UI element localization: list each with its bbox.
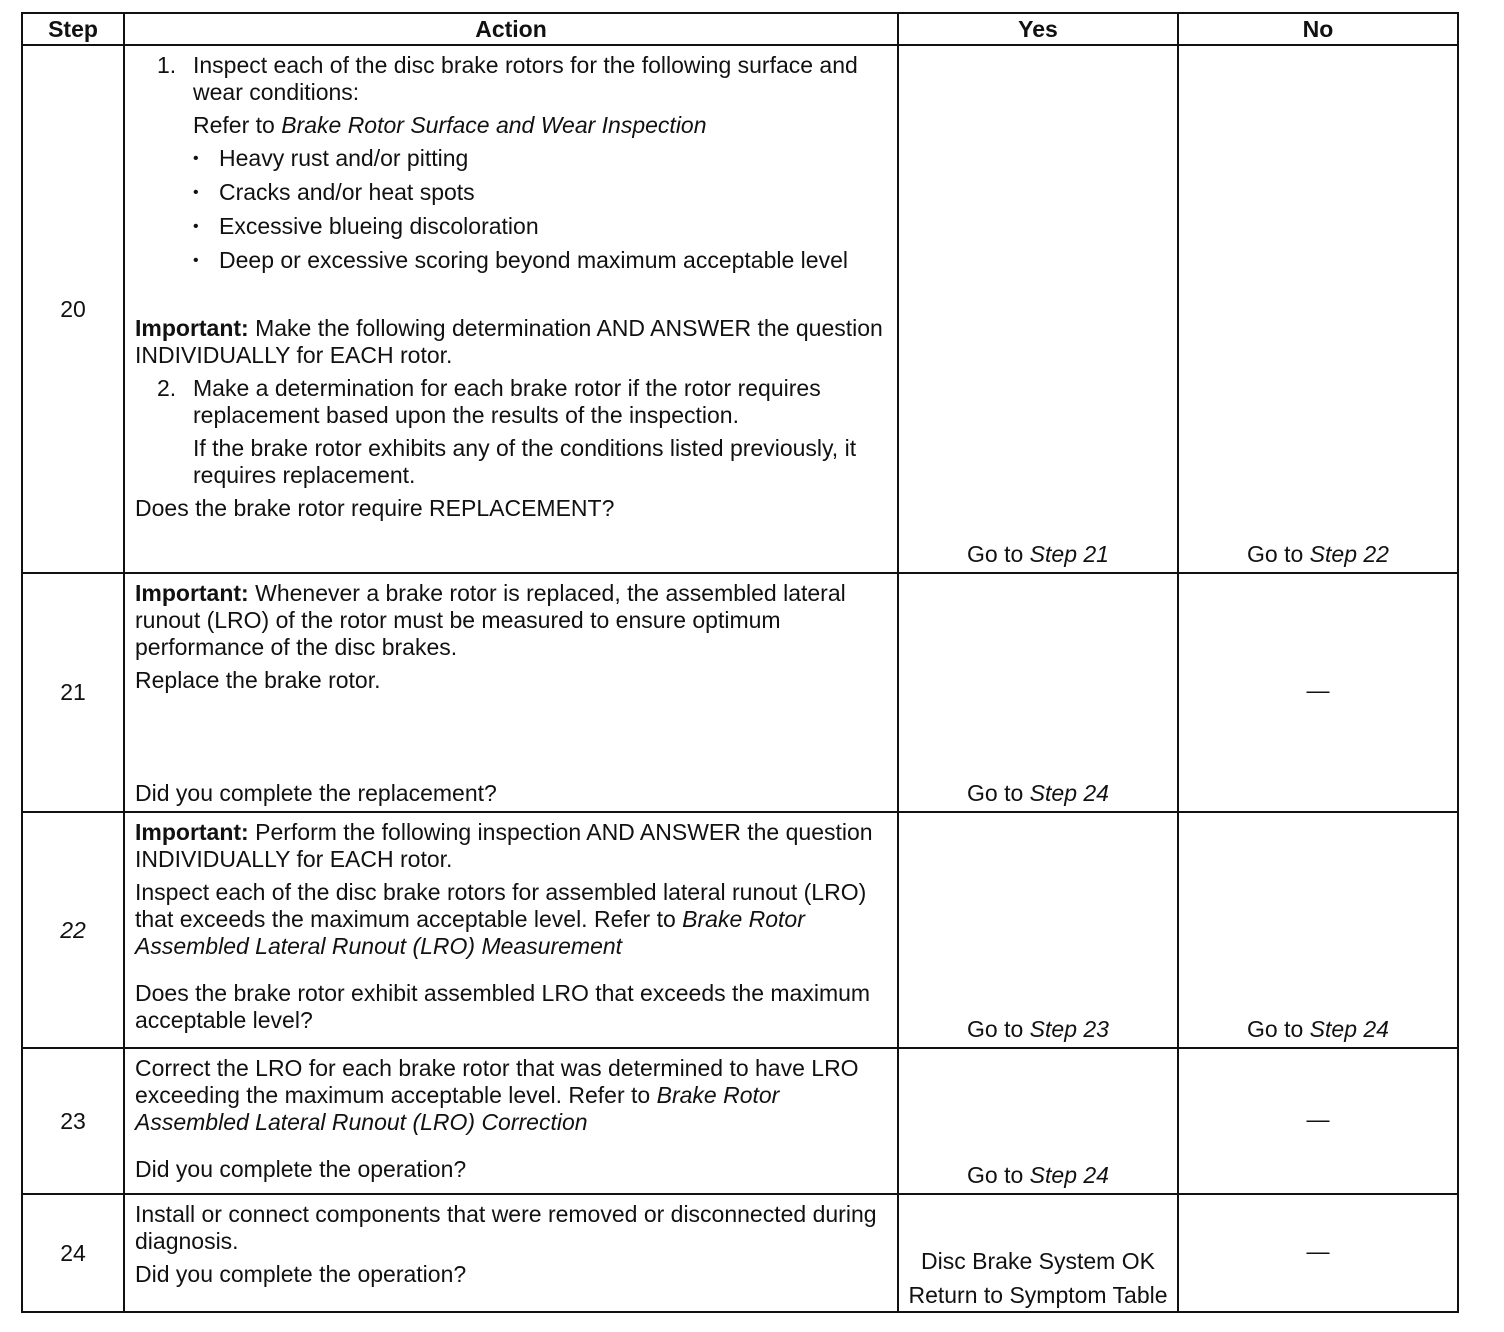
yes-step-link[interactable]: Step 24	[1029, 780, 1109, 806]
important-note	[135, 819, 889, 873]
question: Does the brake rotor exhibit assembled LRO that exceeds the maximum acceptable level?	[135, 980, 871, 1033]
system-ok-result: Disc Brake System OK	[921, 1248, 1155, 1274]
yes-cell[interactable]: Go to Step 23	[898, 812, 1178, 1048]
instruction: Replace the brake rotor.	[135, 667, 381, 693]
important-text: Perform the following inspection AND ANSWER the question INDIVIDUALLY for EACH rotor.	[135, 819, 873, 872]
no-cell: —	[1178, 1048, 1458, 1194]
yes-cell[interactable]: Go to Step 24	[898, 1048, 1178, 1194]
important-text: Whenever a brake rotor is replaced, the assembled lateral runout (LRO) of the rotor must be measured to ensure optimum performance of the disc brakes.	[135, 580, 846, 660]
no-step-link[interactable]: Step 24	[1309, 1016, 1389, 1042]
yes-cell[interactable]: Go to Step 24	[898, 573, 1178, 812]
action-cell	[124, 1194, 898, 1312]
list-item: • Heavy rust and/or pitting	[193, 145, 469, 171]
table-row-step-24	[22, 1194, 1458, 1312]
condition-list	[135, 145, 889, 274]
action-cell	[124, 812, 898, 1048]
no-step-link[interactable]: Step 22	[1309, 541, 1389, 567]
refer-link[interactable]: Brake Rotor Surface and Wear Inspection	[281, 112, 707, 138]
instruction: Install or connect components that were removed or disconnected during diagnosis.	[135, 1201, 877, 1254]
yes-step-link[interactable]: Step 24	[1029, 1162, 1109, 1188]
yes-cell[interactable]: Go to Step 21	[898, 45, 1178, 573]
numbered-item	[135, 375, 889, 429]
step-number: 22	[22, 812, 124, 1048]
header-step: Step	[22, 13, 124, 45]
important-label: Important:	[135, 315, 249, 341]
list-item: • Deep or excessive scoring beyond maximum acceptable level	[193, 247, 848, 273]
header-row	[22, 13, 1458, 45]
no-cell: —	[1178, 1194, 1458, 1312]
question: Did you complete the operation?	[135, 1156, 467, 1182]
important-note	[135, 315, 889, 369]
important-label: Important:	[135, 580, 249, 606]
instruction: Correct the LRO for each brake rotor that was determined to have LRO exceeding the maximum acceptable level. Refer to Brake Rotor Assembled Lateral Runout (LRO) Correction	[135, 1055, 859, 1135]
no-cell[interactable]: Go to Step 22	[1178, 45, 1458, 573]
numbered-item	[135, 52, 889, 106]
table-row-step-22	[22, 812, 1458, 1048]
yes-step-link[interactable]: Step 23	[1029, 1016, 1109, 1042]
question: Did you complete the operation?	[135, 1261, 467, 1287]
item-text: Make a determination for each brake rotor if the rotor requires replacement based upon the results of the inspection.	[193, 375, 821, 428]
header-yes: Yes	[898, 13, 1178, 45]
table-row-step-23	[22, 1048, 1458, 1194]
header-action: Action	[124, 13, 898, 45]
instruction: Inspect each of the disc brake rotors for assembled lateral runout (LRO) that exceeds the maximum acceptable level. Refer to Brake Rotor Assembled Lateral Runout (LRO) Measurement	[135, 879, 867, 959]
no-cell: —	[1178, 573, 1458, 812]
step-number: 24	[22, 1194, 124, 1312]
yes-cell	[898, 1194, 1178, 1312]
refer-link[interactable]: Brake Rotor Assembled Lateral Runout (LRO) Correction	[135, 1082, 780, 1135]
step-number: 20	[22, 45, 124, 573]
list-item: • Excessive blueing discoloration	[193, 213, 539, 239]
step-number: 23	[22, 1048, 124, 1194]
action-cell	[124, 1048, 898, 1194]
item-note: If the brake rotor exhibits any of the conditions listed previously, it requires replacement.	[193, 435, 857, 488]
item-number: 1.	[157, 52, 177, 78]
list-item: • Cracks and/or heat spots	[193, 179, 475, 205]
refer-prefix: Refer to	[193, 112, 282, 138]
important-note	[135, 580, 889, 661]
action-cell	[124, 45, 898, 573]
diagnostic-table	[21, 12, 1459, 1313]
question: Does the brake rotor require REPLACEMENT?	[135, 495, 615, 521]
header-no: No	[1178, 13, 1458, 45]
table-row-step-20	[22, 45, 1458, 573]
table-row-step-21	[22, 573, 1458, 812]
important-text: Make the following determination AND ANSWER the question INDIVIDUALLY for EACH rotor.	[135, 315, 883, 368]
question: Did you complete the replacement?	[135, 780, 497, 806]
return-to-symptom-table[interactable]: Return to Symptom Table	[908, 1282, 1168, 1308]
refer-line	[135, 112, 889, 139]
item-text: Inspect each of the disc brake rotors for the following surface and wear conditions:	[193, 52, 858, 105]
yes-step-link[interactable]: Step 21	[1029, 541, 1109, 567]
step-number: 21	[22, 573, 124, 812]
refer-link[interactable]: Brake Rotor Assembled Lateral Runout (LRO) Measurement	[135, 906, 805, 959]
no-cell[interactable]: Go to Step 24	[1178, 812, 1458, 1048]
item-number: 2.	[157, 375, 177, 401]
important-label: Important:	[135, 819, 249, 845]
action-cell	[124, 573, 898, 812]
